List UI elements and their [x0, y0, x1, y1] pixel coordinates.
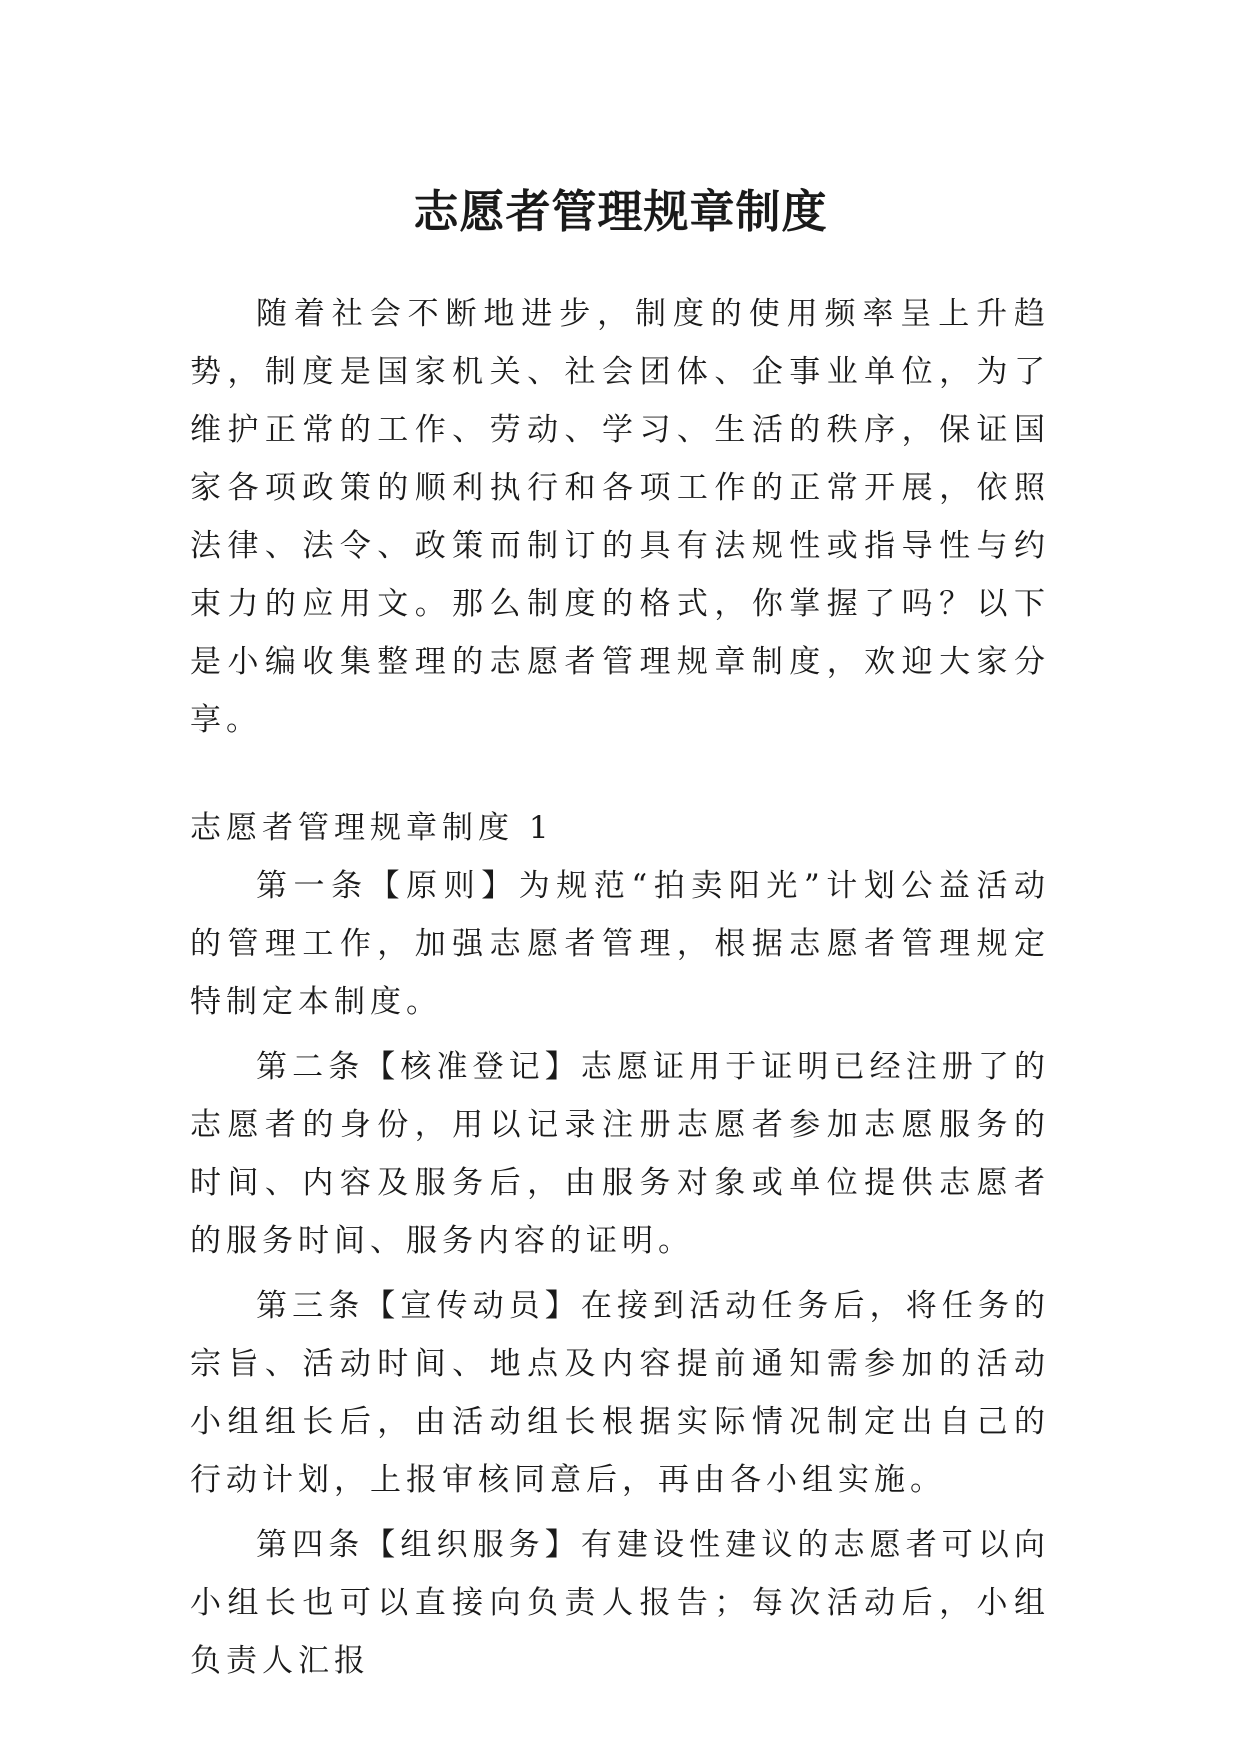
article-4: 第四条【组织服务】有建设性建议的志愿者可以向小组长也可以直接向负责人报告；每次活动后，小组负责人汇报 [190, 1527, 1050, 1679]
intro-paragraph: 随着社会不断地进步，制度的使用频率呈上升趋势，制度是国家机关、社会团体、企事业单位，为了维护正常的工作、劳动、学习、生活的秩序，保证国家各项政策的顺利执行和各项工作的正常开展，依照法律、法令、政策而制订的具有法规性或指导性与约束力的应用文。那么制度的格式，你掌握了吗？以下是小编收集整理的志愿者管理规章制度，欢迎大家分享。 [190, 296, 1050, 738]
article-3: 第三条【宣传动员】在接到活动任务后，将任务的宗旨、活动时间、地点及内容提前通知需参加的活动小组组长后，由活动组长根据实际情况制定出自己的行动计划，上报审核同意后，再由各小组实施。 [190, 1288, 1050, 1498]
section-heading: 志愿者管理规章制度 1 [190, 810, 554, 846]
document-title: 志愿者管理规章制度 [413, 185, 828, 239]
article-2: 第二条【核准登记】志愿证用于证明已经注册了的志愿者的身份，用以记录注册志愿者参加志愿服务的时间、内容及服务后，由服务对象或单位提供志愿者的服务时间、服务内容的证明。 [190, 1049, 1050, 1259]
article-1: 第一条【原则】为规范“拍卖阳光”计划公益活动的管理工作，加强志愿者管理，根据志愿者管理规定特制定本制度。 [190, 868, 1050, 1020]
document-body [190, 285, 1050, 1697]
